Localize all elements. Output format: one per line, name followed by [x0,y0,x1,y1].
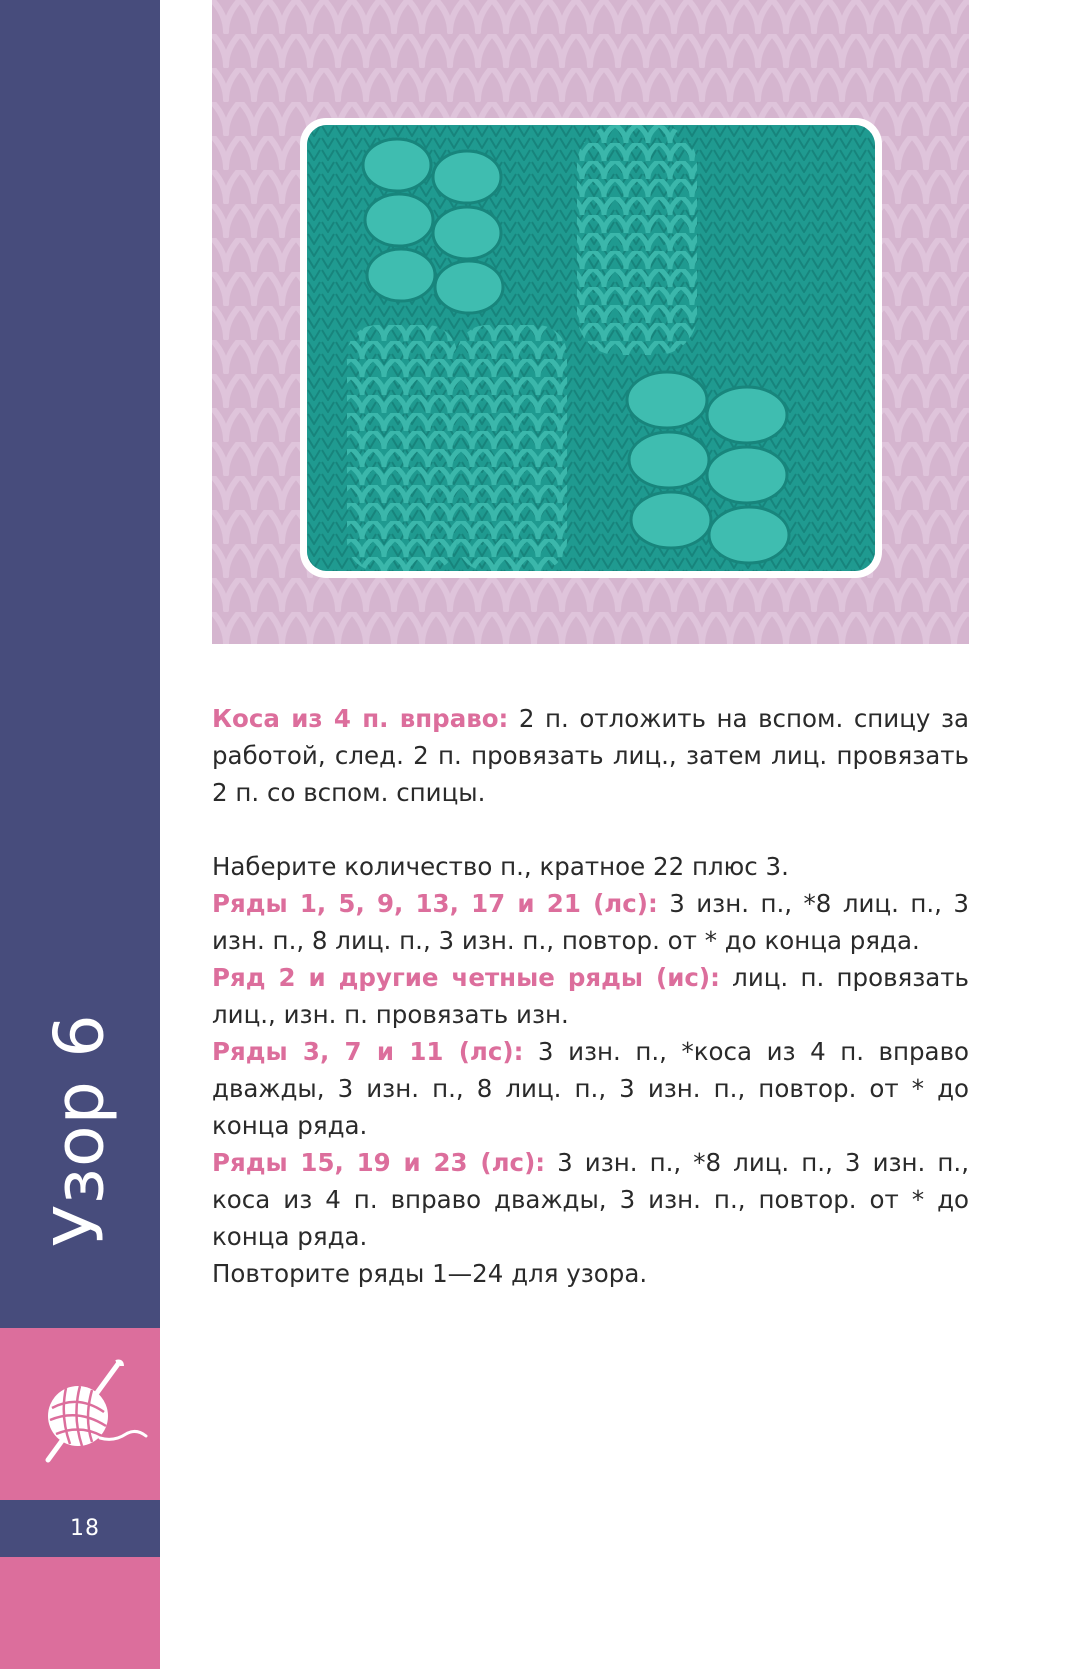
row-instruction [212,885,969,959]
sidebar-bottom-band [0,1557,160,1669]
row-label: Ряды 1, 5, 9, 13, 17 и 21 (лс): [212,889,658,918]
row-instruction [212,1144,969,1255]
row-text: 3 изн. п., *8 лиц. п., 3 изн. п., 8 лиц. п., 3 изн. п., повтор. от * до конца ряда. [212,889,969,955]
row-label: Ряды 3, 7 и 11 (лс): [212,1037,524,1066]
pattern-title: Узор 6 [40,1013,120,1247]
knitted-cable-swatch-photo [307,125,875,571]
row-label: Ряд 2 и другие четные ряды (ис): [212,963,720,992]
cable-definition-text: 2 п. отложить на вспом. спицу за работой, след. 2 п. провязать лиц., затем лиц. провязать 2 п. со вспом. спицы. [212,704,969,807]
row-text: 3 изн. п., *8 лиц. п., 3 изн. п., коса из 4 п. вправо дважды, 3 изн. п., повтор. от * до конца ряда. [212,1148,969,1251]
yarn-ball-crochet-hook-icon [30,1358,150,1468]
pattern-text [212,700,969,1292]
cast-on-instruction: Наберите количество п., кратное 22 плюс 3. [212,852,789,881]
sidebar-title-band [0,0,160,1328]
sidebar-logo-block [0,1328,160,1500]
row-text: лиц. п. провязать лиц., изн. п. провязать изн. [212,963,969,1029]
repeat-instruction: Повторите ряды 1—24 для узора. [212,1259,648,1288]
page-number-band [0,1500,160,1557]
row-instruction [212,1033,969,1144]
row-label: Ряды 15, 19 и 23 (лс): [212,1148,546,1177]
row-text: 3 изн. п., *коса из 4 п. вправо дважды, 3 изн. п., 8 лиц. п., 3 изн. п., повтор. от * до конца ряда. [212,1037,969,1140]
row-instruction [212,959,969,1033]
cable-definition [212,700,969,811]
cable-definition-term: Коса из 4 п. вправо: [212,704,509,733]
page-number: 18 [70,1516,100,1541]
